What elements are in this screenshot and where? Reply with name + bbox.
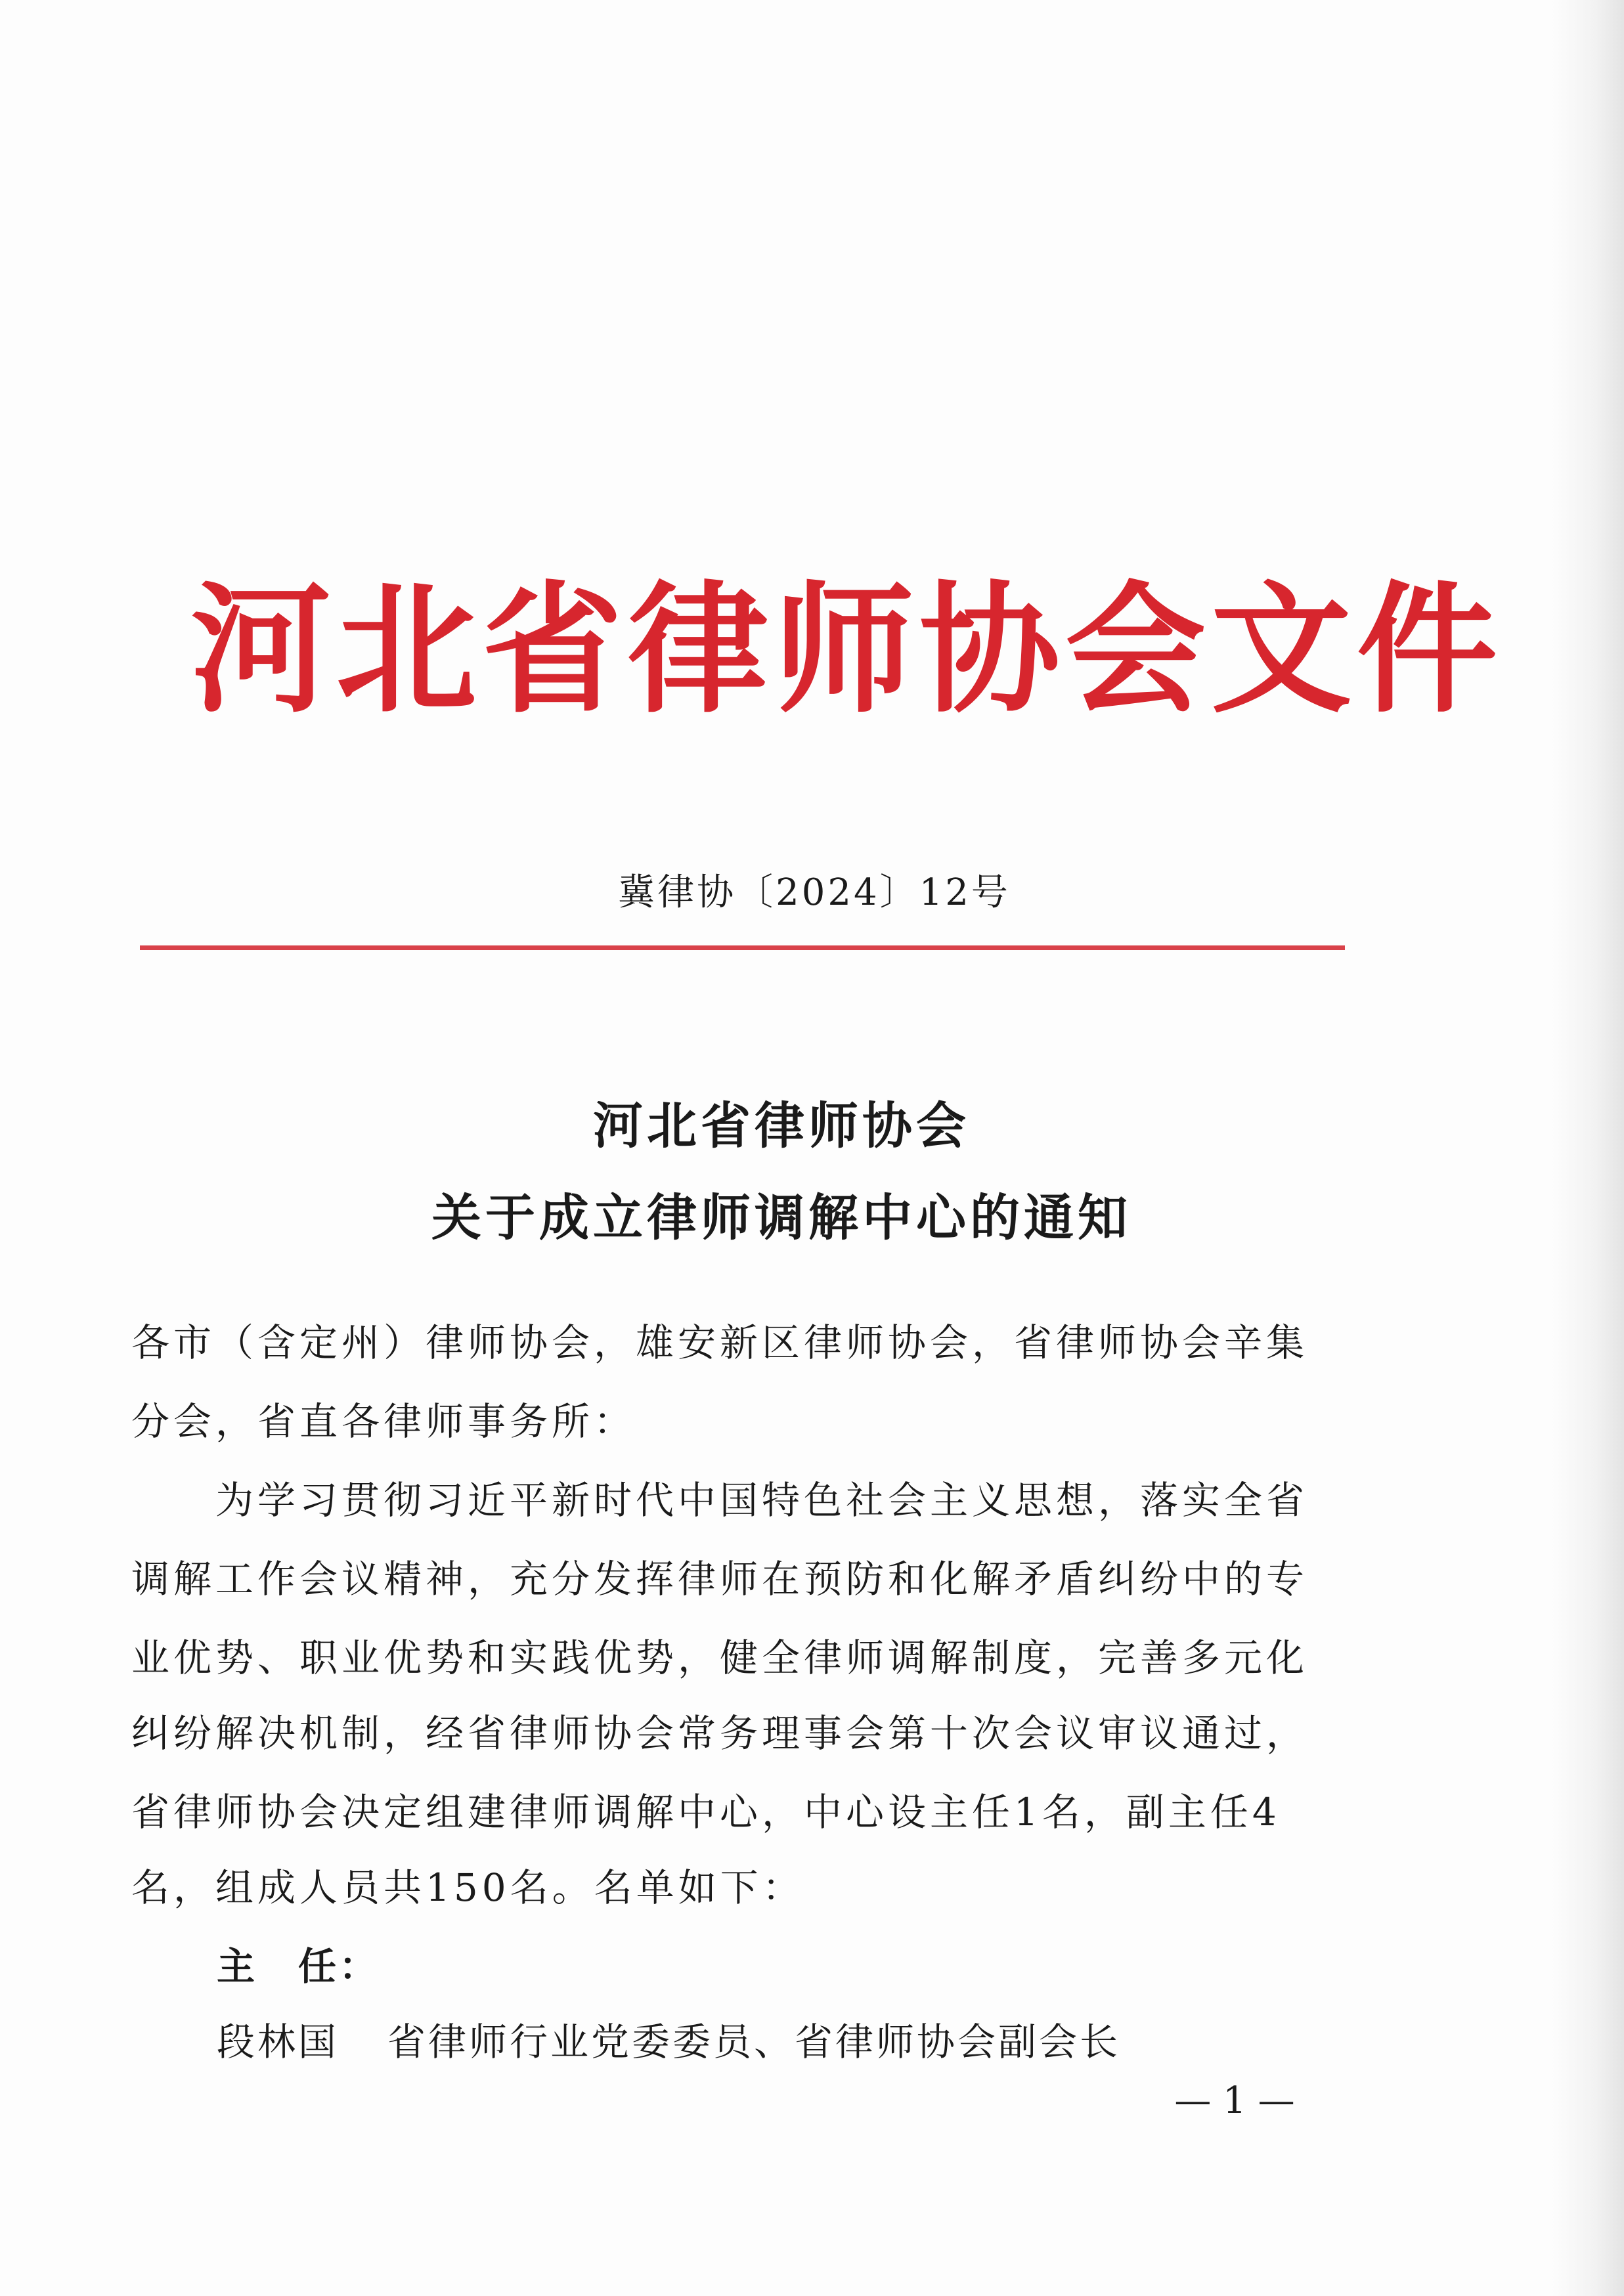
body-line: 各市（含定州）律师协会，雄安新区律师协会，省律师协会辛集 <box>131 1320 1309 1365</box>
document-header-title: 河北省律师协会文件 <box>190 567 1503 732</box>
body-line: 名，组成人员共150名。名单如下： <box>131 1865 804 1910</box>
body-line: 省律师协会决定组建律师调解中心，中心设主任1名，副主任4 <box>131 1790 1281 1834</box>
body-line: 分会，省直各律师事务所： <box>131 1399 636 1444</box>
body-line: 纠纷解决机制，经省律师协会常务理事会第十次会议审议通过， <box>131 1711 1309 1756</box>
page-edge-shadow <box>1552 0 1624 2296</box>
document-number: 冀律协〔2024〕12号 <box>618 871 1011 914</box>
body-line: 业优势、职业优势和实践优势，健全律师调解制度，完善多元化 <box>131 1635 1309 1680</box>
body-line: 为学习贯彻习近平新时代中国特色社会主义思想，落实全省 <box>131 1478 1309 1523</box>
director-label: 主 任： <box>217 1944 380 1989</box>
director-name: 段林国 <box>217 2020 340 2064</box>
director-title: 省律师行业党委委员、省律师协会副会长 <box>387 2020 1121 2064</box>
page-number: — 1 — <box>1174 2079 1295 2122</box>
notice-title-line-2: 关于成立律师调解中心的通知 <box>431 1188 1131 1247</box>
body-line: 调解工作会议精神，充分发挥律师在预防和化解矛盾纠纷中的专 <box>131 1557 1309 1601</box>
header-red-rule <box>140 945 1345 950</box>
notice-title-line-1: 河北省律师协会 <box>593 1096 970 1155</box>
